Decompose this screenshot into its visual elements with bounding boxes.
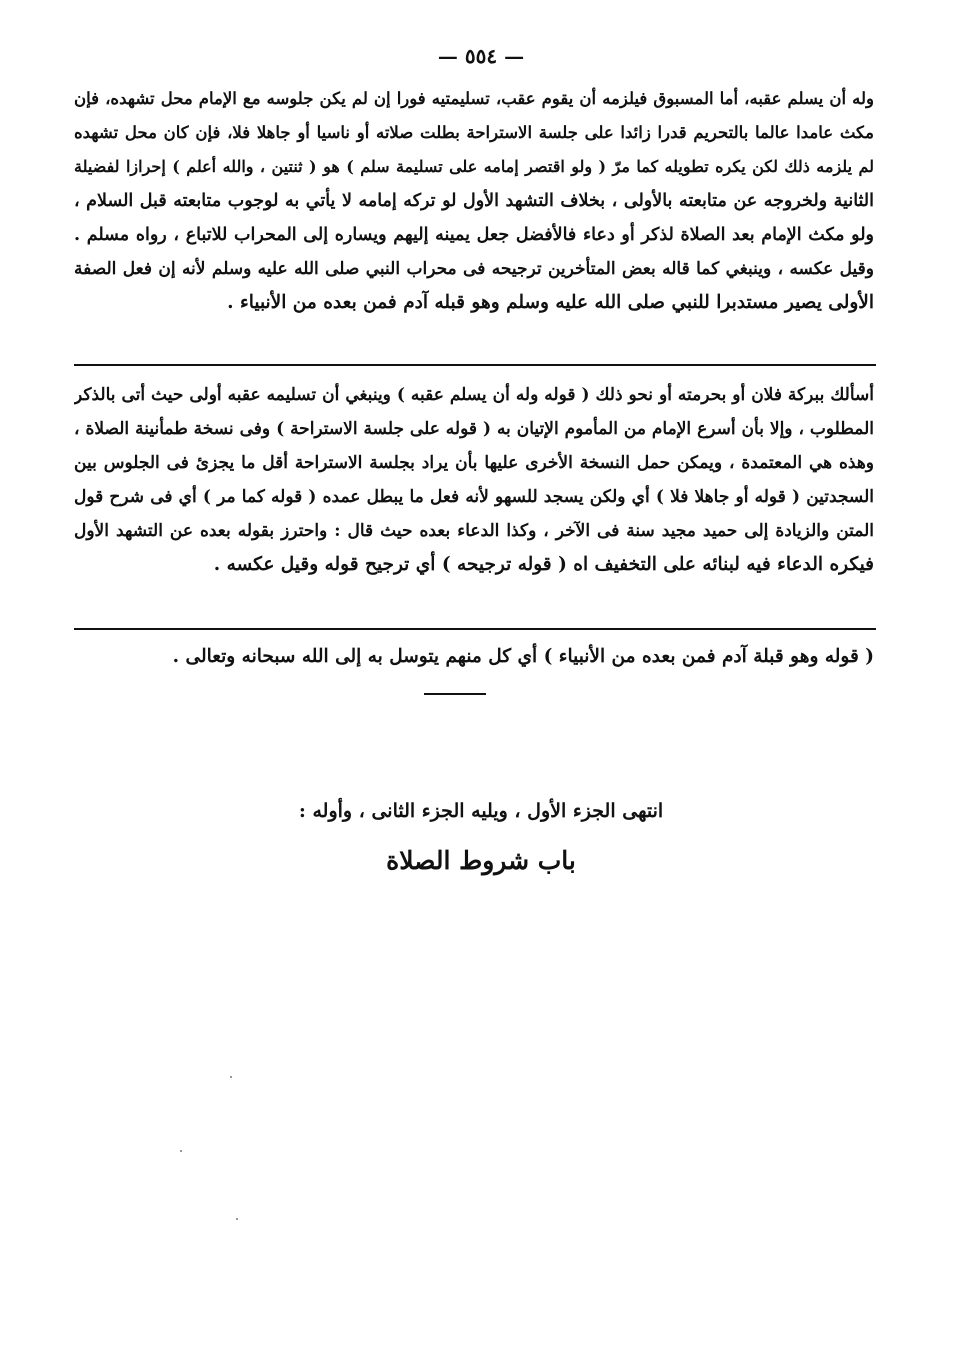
scan-speck xyxy=(230,1076,232,1078)
end-of-part-note: انتهى الجزء الأول ، ويليه الجزء الثانى ، وأوله : xyxy=(298,800,664,822)
end-divider xyxy=(424,693,486,695)
scan-speck xyxy=(180,1150,182,1152)
scan-speck xyxy=(236,1218,238,1220)
commentary-text xyxy=(74,378,874,582)
section-divider xyxy=(74,628,876,630)
commentary-line: فيكره الدعاء فيه لبنائه على التخفيف اه ( قوله ترجيحه ) أي ترجيح قوله وقيل عكسه . xyxy=(213,554,874,575)
page-number: — ٥٥٤ — xyxy=(437,44,525,68)
main-text-line: ولو مكث الإمام بعد الصلاة لذكر أو دعاء فالأفضل جعل يمينه إليهم ويساره إلى المحراب للاتباع ، رواه مسلم . xyxy=(74,225,874,245)
commentary-line: وهذه هي المعتمدة ، ويمكن حمل النسخة الأخرى عليها بأن يراد بجلسة الاستراحة أقل ما يجزئ فى الجلوس بين xyxy=(74,453,874,473)
main-text-line: لم يلزمه ذلك لكن يكره تطويله كما مرّ ( ولو اقتصر إمامه على تسليمة سلم ) هو ( ثنتين ، والله أعلم ) إحرازا لفضيلة xyxy=(74,157,874,176)
main-text-line: وله أن يسلم عقبه، أما المسبوق فيلزمه أن يقوم عقب، تسليمتيه فورا إن لم يكن جلوسه مع الإمام محل تشهده، فإن xyxy=(74,89,874,108)
commentary-line: السجدتين ( قوله أو جاهلا فلا ) أي ولكن يسجد للسهو لأنه فعل ما يبطل عمده ( قوله كما مر ) أي فى شرح قول xyxy=(74,487,874,507)
main-text-line: الأولى يصير مستدبرا للنبي صلى الله عليه وسلم وهو قبله آدم فمن بعده من الأنبياء . xyxy=(227,292,874,313)
bottom-note-line: ( قوله وهو قبلة آدم فمن بعده من الأنبياء ) أي كل منهم يتوسل به إلى الله سبحانه وتعالى . xyxy=(172,646,874,667)
main-text-line: وقيل عكسه ، وينبغي كما قاله بعض المتأخرين ترجيحه فى محراب النبي صلى الله عليه وسلم لأنه إن فعل الصفة xyxy=(74,259,874,279)
next-chapter-title: باب شروط الصلاة xyxy=(386,846,576,875)
main-text xyxy=(74,82,874,320)
commentary-line: المطلوب ، وإلا بأن أسرع الإمام من المأموم الإتيان به ( قوله على جلسة الاستراحة ) وفى نسخة طمأنينة الصلاة ، xyxy=(74,419,874,439)
section-divider xyxy=(74,364,876,366)
commentary-line: أسألك ببركة فلان أو بحرمته أو نحو ذلك ( قوله وله أن يسلم عقبه ) وينبغي أن تسليمه عقبه أولى حيث أتى بالذكر xyxy=(74,385,874,405)
main-text-line: مكث عامدا عالما بالتحريم قدرا زائدا على جلسة الاستراحة بطلت صلاته أو ناسيا أو جاهلا فلا، فإن كان محل تشهده xyxy=(74,123,874,142)
commentary-line: المتن والزيادة إلى حميد مجيد سنة فى الآخر ، وكذا الدعاء بعده حيث قال : واحترز بقوله بعده عن التشهد الأول xyxy=(74,521,874,541)
bottom-note xyxy=(74,640,874,674)
main-text-line: الثانية ولخروجه عن متابعته بالأولى ، بخلاف التشهد الأول لو تركه إمامه لا يأتي به لوجوب متابعته قبل السلام ، xyxy=(74,191,874,211)
